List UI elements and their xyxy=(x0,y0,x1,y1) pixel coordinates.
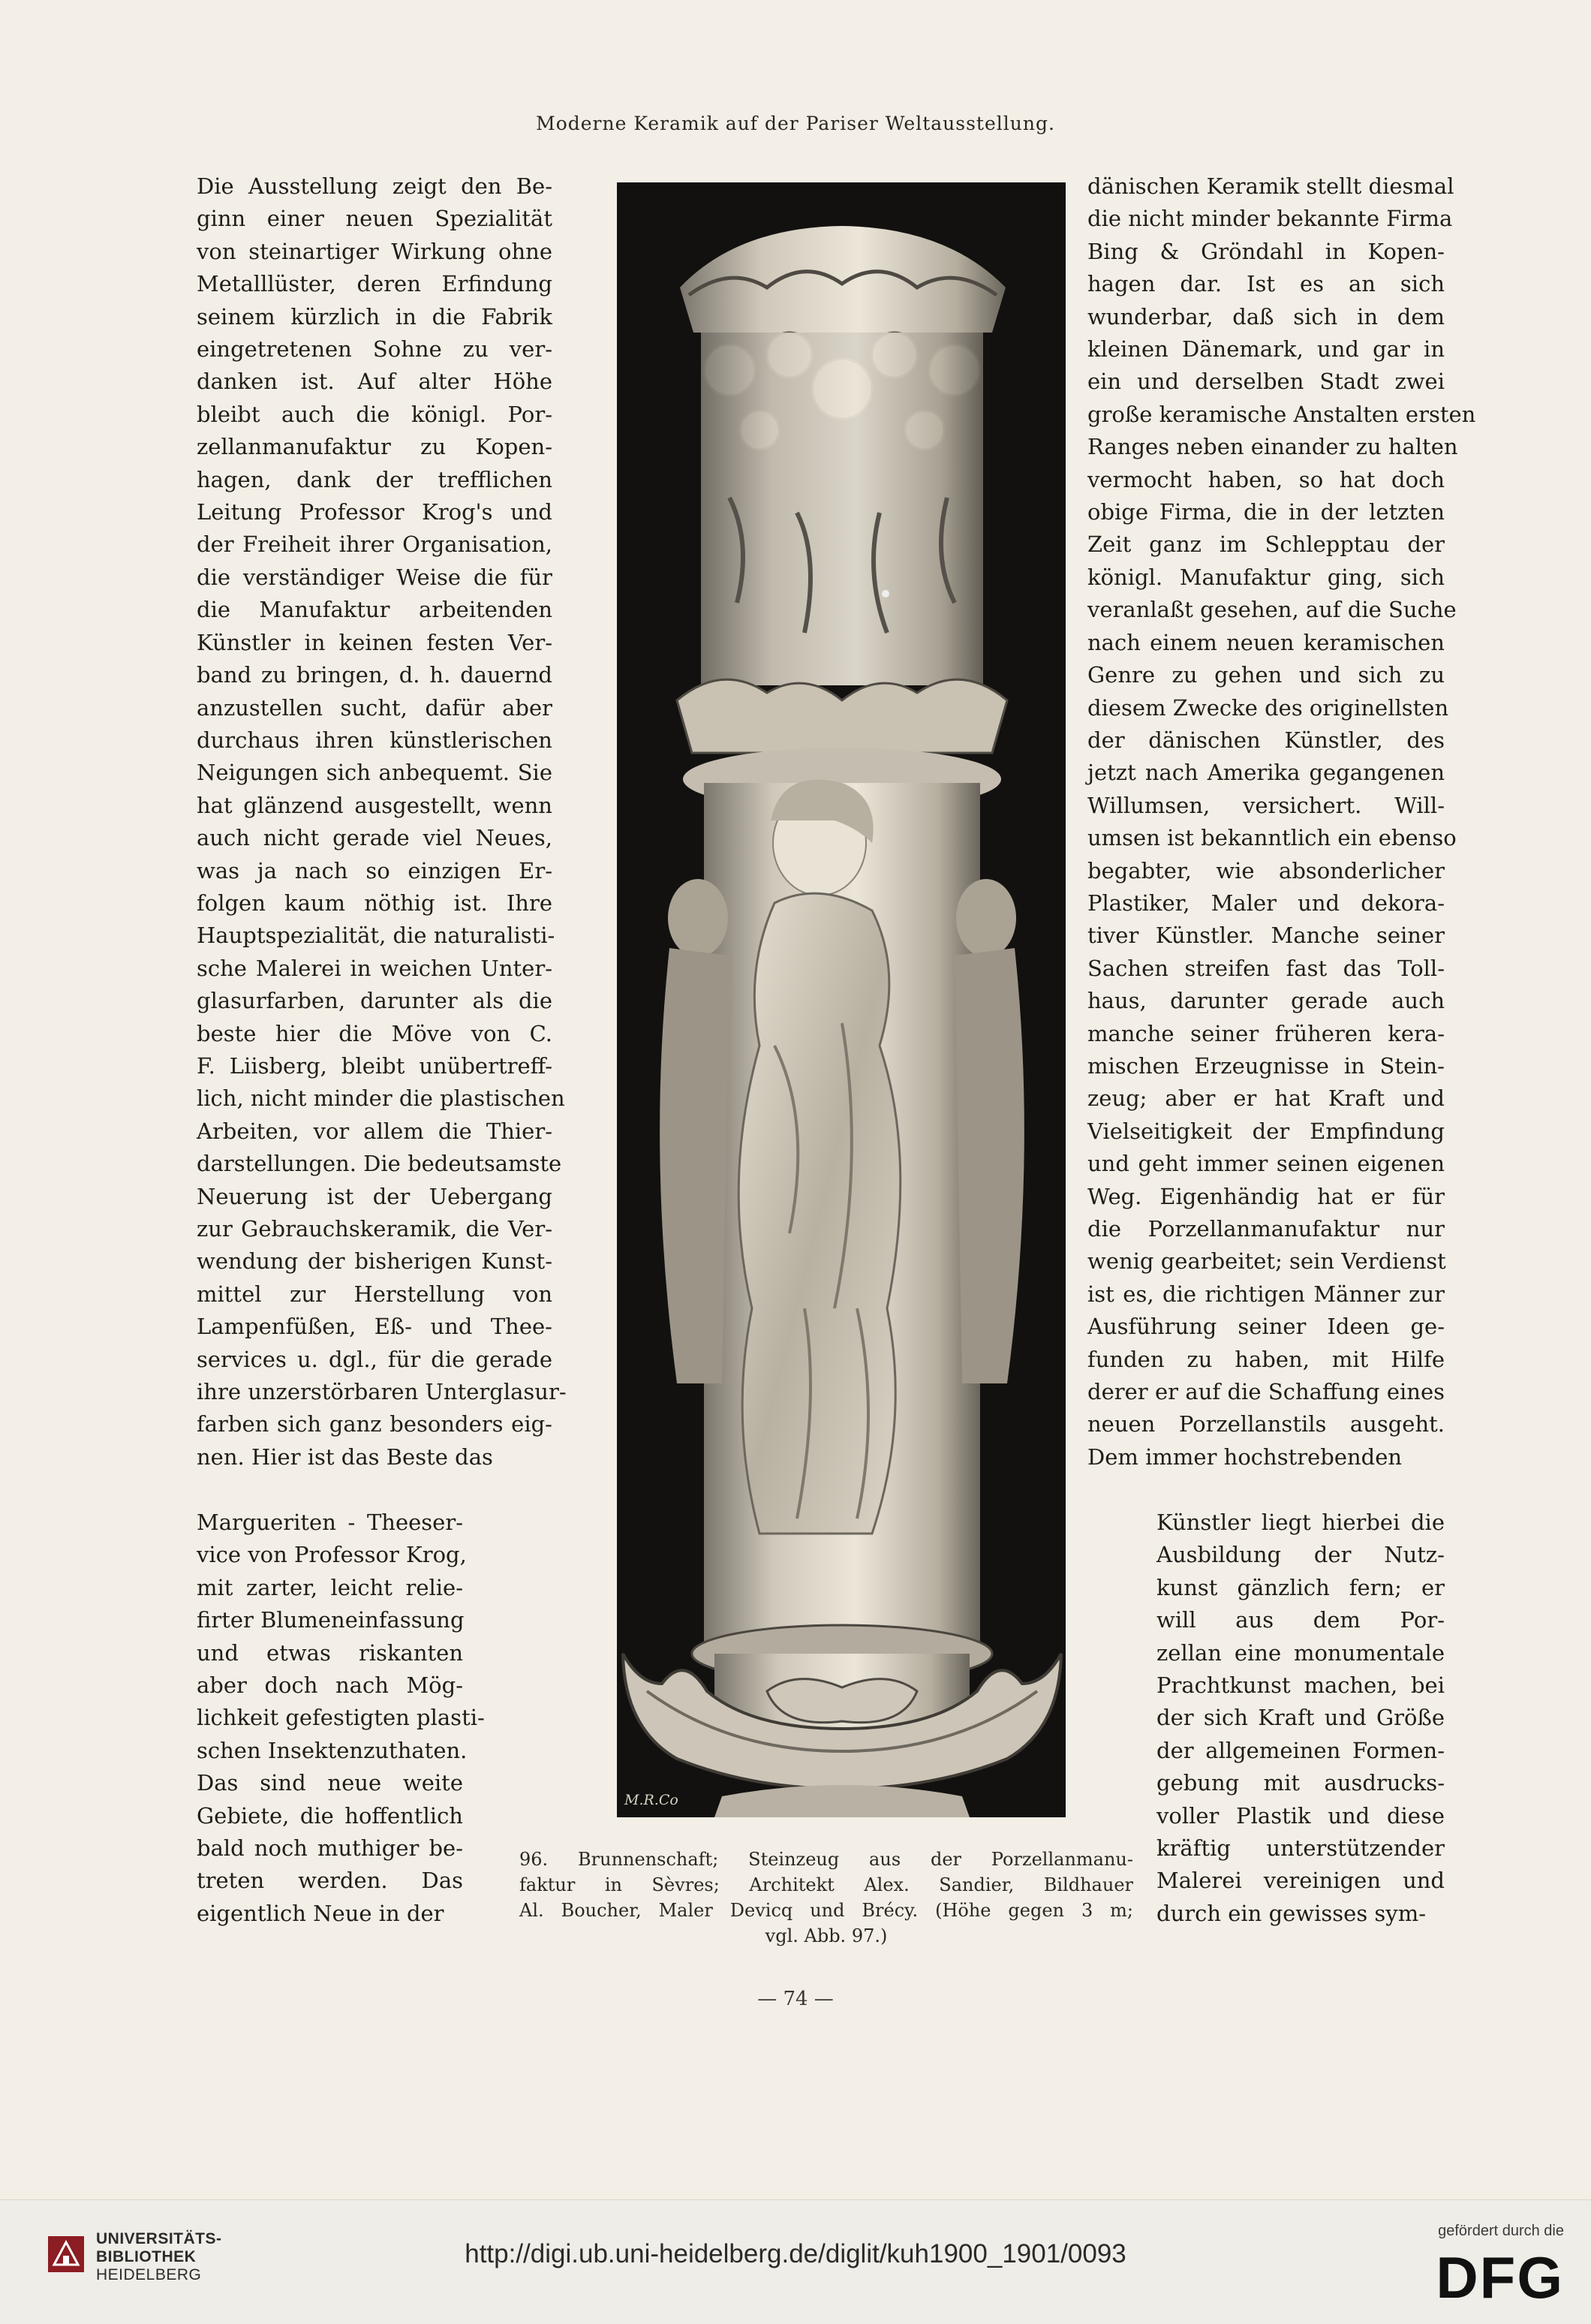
library-name-line: UNIVERSITÄTS- xyxy=(96,2230,222,2247)
left-column xyxy=(197,170,567,1474)
text-line: ihre unzerstörbaren Unterglasur- xyxy=(197,1379,567,1405)
text-line: vice von Professor Krog, xyxy=(197,1542,467,1568)
text-line: die nicht minder bekannte Firma xyxy=(1087,206,1453,232)
figure-caption xyxy=(519,1847,1133,1949)
text-line: aber doch nach Mög- xyxy=(197,1672,463,1699)
text-line: Die Ausstellung zeigt den Be- xyxy=(197,173,552,199)
permalink-url[interactable]: http://digi.ub.uni-heidelberg.de/diglit/kuh1900_1901/0093 xyxy=(465,2239,1126,2268)
text-line: vermocht haben, so hat doch xyxy=(1087,466,1445,492)
text-line: Weg. Eigenhändig hat er für xyxy=(1087,1183,1445,1209)
text-line: Sachen streifen fast das Toll- xyxy=(1087,955,1445,981)
text-line: Arbeiten, vor allem die Thier- xyxy=(197,1118,552,1144)
text-line: treten werden. Das xyxy=(197,1868,463,1894)
text-line: services u. dgl., für die gerade xyxy=(197,1346,552,1372)
funded-by-label: gefördert durch die xyxy=(1438,2223,1564,2239)
text-line: Metalllüster, deren Erfindung xyxy=(197,271,552,297)
text-line: schen Insektenzuthaten. xyxy=(197,1737,468,1763)
text-line: 96. Brunnenschaft; Steinzeug aus der Porzellanmanu- xyxy=(519,1849,1133,1870)
text-line: hagen, dank der trefflichen xyxy=(197,466,552,492)
dfg-logo: DFG xyxy=(1436,2244,1564,2310)
text-line: der Freiheit ihrer Organisation, xyxy=(197,531,552,558)
text-line: Dem immer hochstrebenden xyxy=(1087,1443,1403,1470)
text-line: lich, nicht minder die plastischen xyxy=(197,1085,565,1112)
text-line: mit zarter, leicht relie- xyxy=(197,1574,463,1600)
text-line: jetzt nach Amerika gegangenen xyxy=(1087,760,1445,786)
text-line: nach einem neuen keramischen xyxy=(1087,629,1445,655)
library-name-line: HEIDELBERG xyxy=(96,2266,202,2283)
text-line: der allgemeinen Formen- xyxy=(1156,1737,1445,1763)
text-line: danken ist. Auf alter Höhe xyxy=(197,369,552,395)
text-line: der sich Kraft und Größe xyxy=(1156,1705,1445,1731)
fountain-column-photo xyxy=(617,182,1066,1817)
text-line: ist es, die richtigen Männer zur xyxy=(1087,1281,1445,1307)
text-line: und geht immer seinen eigenen xyxy=(1087,1151,1445,1177)
text-line: wendung der bisherigen Kunst- xyxy=(197,1248,552,1275)
text-line: manche seiner früheren kera- xyxy=(1087,1020,1445,1046)
text-line: anzustellen sucht, dafür aber xyxy=(197,694,552,721)
text-line: beste hier die Möve von C. xyxy=(197,1020,552,1046)
library-name-line: BIBLIOTHEK xyxy=(96,2248,197,2265)
text-line: band zu bringen, d. h. dauernd xyxy=(197,662,552,688)
text-line: wenig gearbeitet; sein Verdienst xyxy=(1087,1248,1446,1275)
text-line: will aus dem Por- xyxy=(1156,1607,1445,1633)
text-line: Ausbildung der Nutz- xyxy=(1156,1542,1445,1568)
text-line: Leitung Professor Krog's und xyxy=(197,499,552,525)
text-line: sche Malerei in weichen Unter- xyxy=(197,955,552,981)
text-line: bleibt auch die königl. Por- xyxy=(197,401,552,427)
text-line: diesem Zwecke des originellsten xyxy=(1087,694,1449,721)
text-line: Künstler in keinen festen Ver- xyxy=(197,629,552,655)
text-line: vgl. Abb. 97.) xyxy=(765,1925,888,1946)
text-line: F. Liisberg, bleibt unübertreff- xyxy=(197,1052,552,1079)
text-line: obige Firma, die in der letzten xyxy=(1087,499,1445,525)
text-line: Genre zu gehen und sich zu xyxy=(1087,662,1445,688)
text-line: Willumsen, versichert. Will- xyxy=(1087,792,1445,818)
text-line: glasurfarben, darunter als die xyxy=(197,988,552,1014)
text-line: Neuerung ist der Uebergang xyxy=(197,1183,552,1209)
right-column xyxy=(1087,170,1476,1474)
text-line: ginn einer neuen Spezialität xyxy=(197,206,552,232)
text-line: seinem kürzlich in die Fabrik xyxy=(197,303,552,330)
right-column-lower xyxy=(1156,1507,1445,1930)
photo-monogram: M.R.Co xyxy=(624,1792,678,1808)
text-line: begabter, wie absonderlicher xyxy=(1087,857,1445,884)
text-line: kunst gänzlich fern; er xyxy=(1156,1574,1445,1600)
digitization-footer xyxy=(0,2199,1591,2324)
text-line: kleinen Dänemark, und gar in xyxy=(1087,336,1445,363)
text-line: der dänischen Künstler, des xyxy=(1087,727,1445,753)
text-line: Neigungen sich anbequemt. Sie xyxy=(197,760,552,786)
text-line: Ranges neben einander zu halten xyxy=(1087,434,1458,460)
text-line: die Manufaktur arbeitenden xyxy=(197,597,552,623)
text-line: wunderbar, daß sich in dem xyxy=(1087,303,1445,330)
text-line: die verständiger Weise die für xyxy=(197,564,552,590)
text-line: nen. Hier ist das Beste das xyxy=(197,1443,493,1470)
text-line: was ja nach so einzigen Er- xyxy=(197,857,552,884)
text-line: Gebiete, die hoffentlich xyxy=(197,1802,463,1829)
text-line: Künstler liegt hierbei die xyxy=(1156,1510,1445,1535)
text-line: kräftig unterstützender xyxy=(1156,1835,1445,1862)
text-line: Malerei vereinigen und xyxy=(1156,1868,1445,1894)
text-line: Al. Boucher, Maler Devicq und Brécy. (Höhe gegen 3 m; xyxy=(519,1900,1133,1921)
text-line: große keramische Anstalten ersten xyxy=(1087,401,1476,427)
text-line: mischen Erzeugnisse in Stein- xyxy=(1087,1052,1445,1079)
text-line: auch nicht gerade viel Neues, xyxy=(197,825,552,851)
text-line: Zeit ganz im Schlepptau der xyxy=(1087,531,1445,558)
text-line: hat glänzend ausgestellt, wenn xyxy=(197,792,552,818)
text-line: Prachtkunst machen, bei xyxy=(1156,1672,1445,1699)
text-line: eigentlich Neue in der xyxy=(197,1900,444,1926)
left-column-lower xyxy=(197,1507,485,1930)
running-title: Moderne Keramik auf der Pariser Weltausstellung. xyxy=(536,113,1055,134)
text-line: Vielseitigkeit der Empfindung xyxy=(1087,1118,1445,1144)
text-line: zellan eine monumentale xyxy=(1156,1639,1445,1666)
text-line: veranlaßt gesehen, auf die Suche xyxy=(1087,597,1457,623)
text-line: durchaus ihren künstlerischen xyxy=(197,727,552,753)
text-line: Lampenfüßen, Eß- und Thee- xyxy=(197,1314,552,1340)
text-line: darstellungen. Die bedeutsamste xyxy=(197,1151,562,1177)
text-line: Das sind neue weite xyxy=(197,1770,463,1796)
text-line: gebung mit ausdrucks- xyxy=(1156,1770,1445,1796)
text-line: eingetretenen Sohne zu ver- xyxy=(197,336,552,363)
text-line: neuen Porzellanstils ausgeht. xyxy=(1087,1411,1445,1437)
text-line: Ausführung seiner Ideen ge- xyxy=(1087,1314,1445,1340)
text-line: folgen kaum nöthig ist. Ihre xyxy=(197,890,552,916)
text-line: dänischen Keramik stellt diesmal xyxy=(1087,173,1454,199)
text-line: und etwas riskanten xyxy=(197,1639,463,1666)
text-line: Margueriten - Theeser- xyxy=(197,1510,463,1535)
text-line: bald noch muthiger be- xyxy=(197,1835,463,1862)
text-line: Bing & Gröndahl in Kopen- xyxy=(1087,238,1445,264)
text-line: von steinartiger Wirkung ohne xyxy=(197,238,552,264)
text-line: umsen ist bekanntlich ein ebenso xyxy=(1087,825,1457,851)
text-line: zellanmanufaktur zu Kopen- xyxy=(197,434,552,460)
text-line: derer er auf die Schaffung eines xyxy=(1087,1379,1445,1405)
text-line: farben sich ganz besonders eig- xyxy=(197,1411,552,1437)
text-line: königl. Manufaktur ging, sich xyxy=(1087,564,1445,590)
text-line: tiver Künstler. Manche seiner xyxy=(1087,923,1445,949)
text-line: lichkeit gefestigten plasti- xyxy=(197,1705,485,1731)
text-line: funden zu haben, mit Hilfe xyxy=(1087,1346,1445,1372)
text-line: faktur in Sèvres; Architekt Alex. Sandier, Bildhauer xyxy=(519,1874,1133,1895)
text-line: die Porzellanmanufaktur nur xyxy=(1087,1216,1445,1242)
text-line: haus, darunter gerade auch xyxy=(1087,988,1445,1014)
text-line: voller Plastik und diese xyxy=(1156,1802,1445,1829)
text-line: mittel zur Herstellung von xyxy=(197,1281,552,1307)
text-line: firter Blumeneinfassung xyxy=(197,1607,465,1633)
text-line: zeug; aber er hat Kraft und xyxy=(1087,1085,1445,1112)
text-line: zur Gebrauchskeramik, die Ver- xyxy=(197,1216,552,1242)
text-line: hagen dar. Ist es an sich xyxy=(1087,271,1445,297)
page-number: — 74 — xyxy=(757,1988,834,2010)
text-line: Hauptspezialität, die naturalisti- xyxy=(197,923,555,949)
text-line: ein und derselben Stadt zwei xyxy=(1087,369,1445,395)
text-line: Plastiker, Maler und dekora- xyxy=(1087,890,1445,916)
text-line: durch ein gewisses sym- xyxy=(1156,1900,1426,1926)
